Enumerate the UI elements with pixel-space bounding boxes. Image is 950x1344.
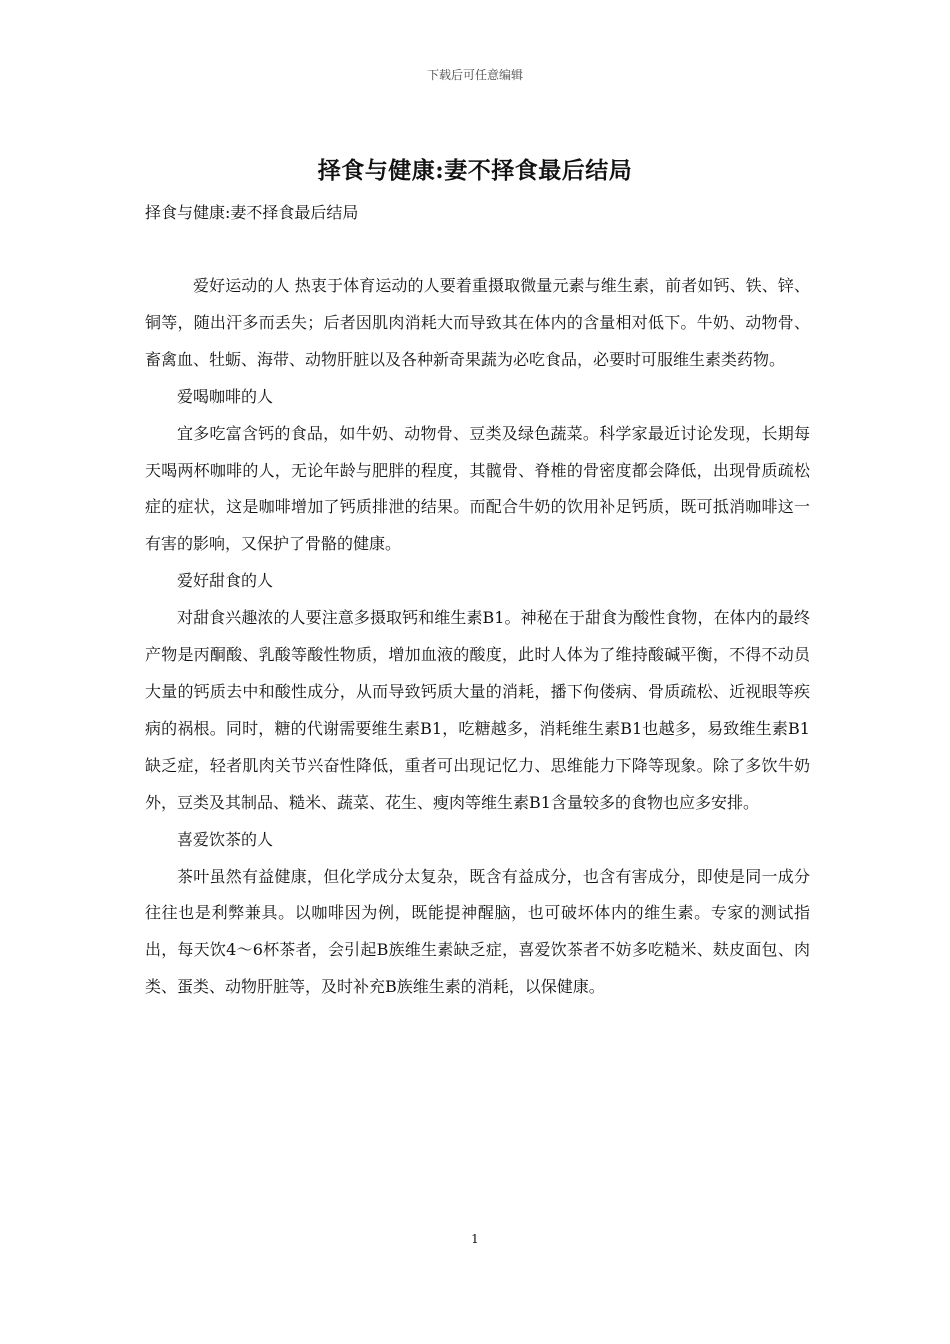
section-heading-coffee: 爱喝咖啡的人 xyxy=(177,386,274,406)
paragraph-sweets: 对甜食兴趣浓的人要注意多摄取钙和维生素B1。神秘在于甜食为酸性食物，在体内的最终产物是丙酮酸、乳酸等酸性物质，增加血液的酸度，此时人体为了维持酸碱平衡，不得不动员大量的钙质去中和酸性成分，从而导致钙质大量的消耗，播下佝偻病、骨质疏松、近视眼等疾病的祸根。同时，糖的代谢需要维生素B1，吃糖越多，消耗维生素B1也越多，易致维生素B1缺乏症，轻者肌肉关节兴奋性降低，重者可出现记忆力、思维能力下降等现象。除了多饮牛奶外，豆类及其制品、糙米、蔬菜、花生、瘦肉等维生素B1含量较多的食物也应多安排。 xyxy=(145,608,810,812)
section-heading-tea: 喜爱饮茶的人 xyxy=(177,829,274,849)
page-number: 1 xyxy=(471,1232,479,1246)
document-body xyxy=(145,268,810,1006)
page-header-note: 下载后可任意编辑 xyxy=(426,68,523,82)
paragraph-coffee: 宜多吃富含钙的食品，如牛奶、动物骨、豆类及绿色蔬菜。科学家最近讨论发现，长期每天喝两杯咖啡的人，无论年龄与肥胖的程度，其髋骨、脊椎的骨密度都会降低，出现骨质疏松症的症状，这是咖啡增加了钙质排泄的结果。而配合牛奶的饮用补足钙质，既可抵消咖啡这一有害的影响，又保护了骨骼的健康。 xyxy=(145,423,810,554)
section-heading-sweets: 爱好甜食的人 xyxy=(177,571,274,591)
document-title: 择食与健康:妻不择食最后结局 xyxy=(317,157,633,184)
paragraph-sports-people: 爱好运动的人 热衷于体育运动的人要着重摄取微量元素与维生素，前者如钙、铁、锌、铜等，随出汗多而丢失；后者因肌肉消耗大而导致其在体内的含量相对低下。牛奶、动物骨、畜禽血、牡蛎、海带、动物肝脏以及各种新奇果蔬为必吃食品，必要时可服维生素类药物。 xyxy=(145,276,810,369)
paragraph-tea: 茶叶虽然有益健康，但化学成分太复杂，既含有益成分，也含有害成分，即使是同一成分往往也是利弊兼具。以咖啡因为例，既能提神醒脑，也可破坏体内的维生素。专家的测试指出，每天饮4～6杯茶者，会引起B族维生素缺乏症，喜爱饮茶者不妨多吃糙米、麸皮面包、肉类、蛋类、动物肝脏等，及时补充B族维生素的消耗，以保健康。 xyxy=(145,866,810,997)
document-subtitle: 择食与健康:妻不择食最后结局 xyxy=(145,203,359,222)
